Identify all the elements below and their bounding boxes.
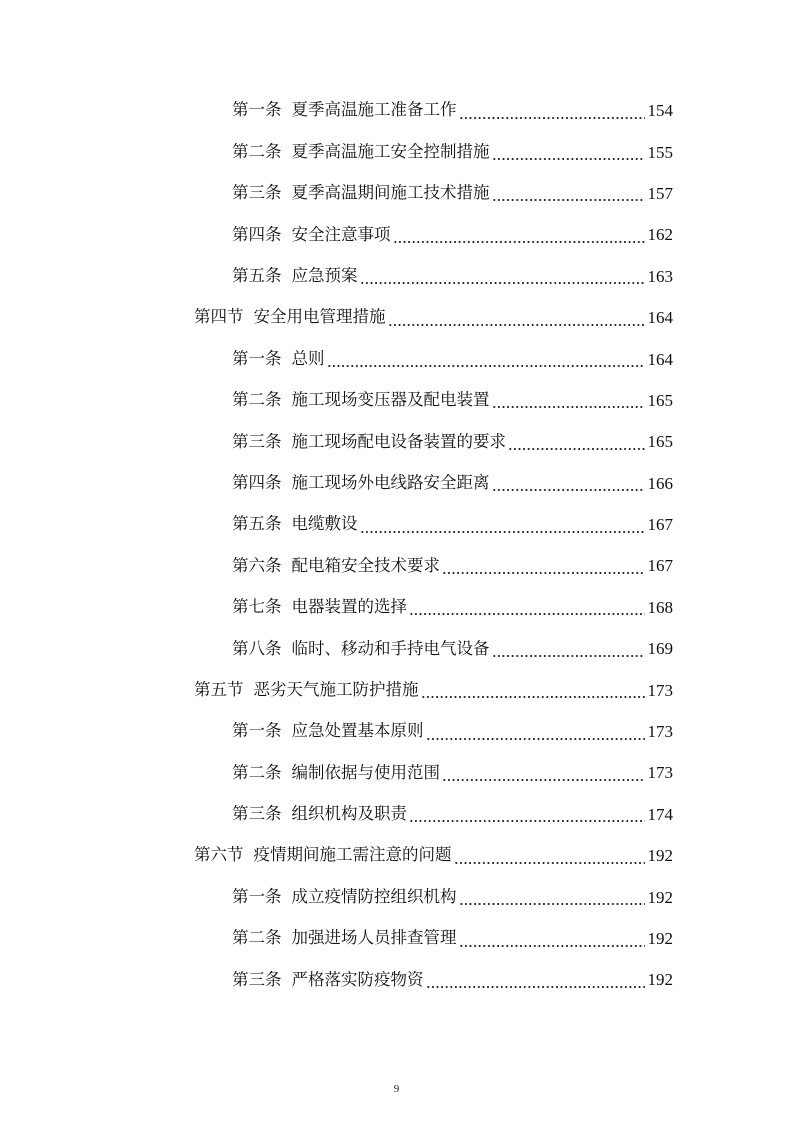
toc-entry[interactable]	[0, 918, 793, 959]
toc-entry-number: 第四条	[232, 224, 282, 244]
toc-entry-page: 192	[647, 929, 673, 948]
toc-entry-title: 疫情期间施工需注意的问题	[253, 845, 452, 865]
toc-entry-number: 第四条	[232, 472, 282, 492]
dot-leader	[409, 811, 645, 823]
dot-leader	[492, 190, 645, 202]
toc-entry[interactable]	[0, 545, 793, 586]
dot-leader	[360, 522, 645, 534]
toc-entry-number: 第五条	[232, 266, 282, 285]
toc-entry-page: 163	[647, 266, 673, 286]
toc-entry-title: 编制依据与使用范围	[291, 762, 440, 782]
toc-entry-title: 施工现场配电设备装置的要求	[291, 431, 506, 451]
toc-entry-page: 173	[647, 763, 673, 783]
toc-entry-number: 第五条	[232, 514, 282, 534]
toc-entry-page: 154	[647, 101, 673, 121]
dot-leader	[442, 770, 645, 782]
toc-entry-number: 第三条	[232, 431, 282, 451]
toc-entry-page: 165	[647, 390, 673, 410]
toc-entry-page: 174	[647, 804, 673, 824]
toc-entry-title: 组织机构及职责	[291, 804, 407, 824]
toc-entry[interactable]	[0, 338, 793, 379]
toc-entry-number: 第一条	[232, 886, 282, 906]
dot-leader	[492, 480, 645, 492]
toc-entry[interactable]	[0, 876, 793, 917]
toc-entry-title: 总则	[291, 348, 325, 368]
toc-entry-title: 夏季高温施工安全控制措施	[291, 141, 490, 161]
toc-entry-page: 155	[647, 142, 673, 162]
page-number: 9	[393, 1083, 400, 1095]
toc-entry-page: 173	[647, 722, 673, 742]
toc-entry-page: 165	[647, 432, 673, 452]
toc-entry-title: 夏季高温期间施工技术措施	[291, 183, 490, 203]
toc-entry[interactable]	[0, 587, 793, 628]
toc-entry[interactable]	[0, 380, 793, 421]
toc-entry-title: 电器装置的选择	[291, 597, 407, 617]
toc-entry-title: 安全用电管理措施	[253, 307, 386, 327]
toc-entry[interactable]	[0, 214, 793, 255]
dot-leader	[508, 439, 645, 451]
dot-leader	[426, 977, 645, 989]
toc-entry[interactable]	[0, 173, 793, 214]
toc-entry[interactable]	[0, 90, 793, 131]
dot-leader	[409, 604, 645, 616]
dot-leader	[393, 232, 645, 244]
toc-entry-title: 电缆敷设	[291, 514, 358, 534]
toc-entry-title: 夏季高温施工准备工作	[291, 100, 457, 120]
dot-leader	[459, 894, 645, 906]
toc-entry-number: 第八条	[232, 638, 282, 658]
toc-entry-number: 第一条	[232, 721, 282, 741]
dot-leader	[459, 108, 645, 120]
toc-entry-title: 配电箱安全技术要求	[291, 555, 440, 575]
toc-section-entry[interactable]	[0, 297, 793, 338]
toc-entry-page: 157	[647, 183, 673, 203]
toc-entry-number: 第六条	[232, 555, 282, 575]
toc-entry-number: 第五节	[194, 679, 244, 699]
toc-entry[interactable]	[0, 752, 793, 793]
toc-entry-number: 第四节	[194, 307, 244, 327]
toc-entry-title: 临时、移动和手持电气设备	[291, 638, 490, 658]
toc-entry[interactable]	[0, 131, 793, 172]
toc-entry-page: 173	[647, 680, 673, 700]
toc-entry-page: 167	[647, 515, 673, 535]
toc-entry-title: 加强进场人员排查管理	[291, 928, 457, 948]
toc-entry[interactable]	[0, 711, 793, 752]
toc-entry-number: 第六节	[194, 845, 244, 865]
toc-entry-number: 第二条	[232, 141, 282, 161]
toc-section-entry[interactable]	[0, 835, 793, 876]
dot-leader	[492, 149, 645, 161]
toc-entry-number: 第二条	[232, 928, 282, 948]
dot-leader	[492, 646, 645, 658]
dot-leader	[360, 273, 645, 285]
toc-entry-page: 192	[647, 887, 673, 907]
toc-entry[interactable]	[0, 794, 793, 835]
toc-entry-title: 施工现场变压器及配电装置	[291, 390, 490, 410]
toc-entry-page: 168	[647, 597, 673, 617]
toc-entry-title: 严格落实防疫物资	[291, 969, 424, 989]
toc-entry-title: 施工现场外电线路安全距离	[291, 472, 490, 492]
toc-entry[interactable]	[0, 959, 793, 1000]
toc-entry[interactable]	[0, 463, 793, 504]
toc-entry-number: 第七条	[232, 597, 282, 617]
toc-entry-title: 成立疫情防控组织机构	[291, 886, 457, 906]
toc-entry-number: 第一条	[232, 348, 282, 368]
toc-entry[interactable]	[0, 504, 793, 545]
toc-entry-number: 第三条	[232, 969, 282, 989]
toc-entry[interactable]	[0, 256, 793, 297]
toc-entry-page: 166	[647, 473, 673, 493]
toc-entry-number: 第三条	[232, 183, 282, 203]
toc-entry[interactable]	[0, 421, 793, 462]
table-of-contents	[0, 90, 793, 1001]
toc-entry-page: 162	[647, 225, 673, 245]
dot-leader	[442, 563, 645, 575]
toc-entry-title: 安全注意事项	[291, 224, 391, 244]
dot-leader	[426, 729, 645, 741]
dot-leader	[459, 936, 645, 948]
toc-entry-title: 恶劣天气施工防护措施	[253, 679, 419, 699]
toc-entry-title: 应急处置基本原则	[291, 721, 424, 741]
toc-entry-number: 第三条	[232, 804, 282, 824]
toc-entry-page: 164	[647, 349, 673, 369]
toc-entry[interactable]	[0, 628, 793, 669]
toc-entry-page: 169	[647, 639, 673, 659]
toc-entry-title: 应急预案	[291, 266, 358, 285]
dot-leader	[388, 315, 645, 327]
toc-entry-number: 第一条	[232, 100, 282, 120]
dot-leader	[454, 853, 645, 865]
toc-entry-page: 167	[647, 556, 673, 576]
dot-leader	[327, 356, 645, 368]
dot-leader	[421, 687, 645, 699]
toc-entry-page: 192	[647, 970, 673, 990]
toc-entry-page: 164	[647, 308, 673, 328]
toc-entry-number: 第二条	[232, 390, 282, 410]
dot-leader	[492, 397, 645, 409]
toc-section-entry[interactable]	[0, 669, 793, 710]
toc-entry-number: 第二条	[232, 762, 282, 782]
toc-entry-page: 192	[647, 846, 673, 866]
